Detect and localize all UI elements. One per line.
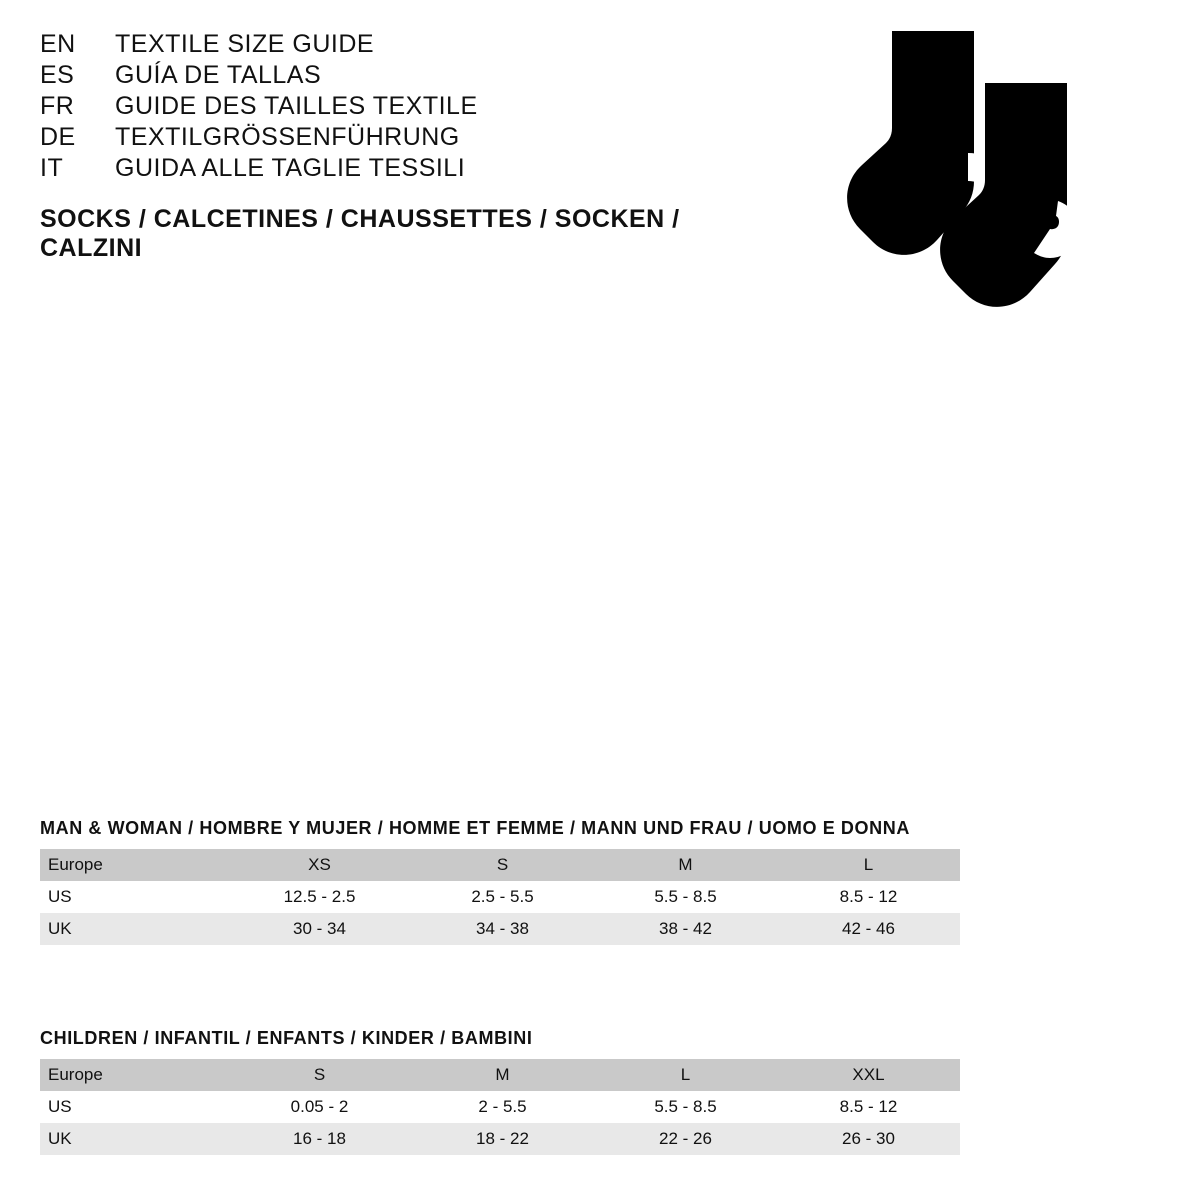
cell-value: 8.5 - 12 [777,1091,960,1123]
row-label: Europe [40,849,228,881]
cell-value: 5.5 - 8.5 [594,881,777,913]
table-row [40,1123,960,1155]
row-label: US [40,881,228,913]
language-title: GUÍA DE TALLAS [115,61,322,89]
language-code: EN [40,30,76,58]
language-row-fr [40,92,760,121]
row-label: UK [40,1123,228,1155]
language-title: GUIDA ALLE TAGLIE TESSILI [115,154,466,182]
cell-value: M [594,849,777,881]
product-name: SOCKS / CALCETINES / CHAUSSETTES / SOCKEN / CALZINI [40,205,680,262]
cell-value: 5.5 - 8.5 [594,1091,777,1123]
adults-caption: MAN & WOMAN / HOMBRE Y MUJER / HOMME ET FEMME / MANN UND FRAU / UOMO E DONNA [40,818,910,838]
cell-value: 16 - 18 [228,1123,411,1155]
table-row [40,849,960,881]
cell-value: 38 - 42 [594,913,777,945]
language-code: DE [40,123,76,151]
cell-value: 34 - 38 [411,913,594,945]
children-caption: CHILDREN / INFANTIL / ENFANTS / KINDER / BAMBINI [40,1028,533,1048]
table-row [40,1091,960,1123]
cell-value: 0.05 - 2 [228,1091,411,1123]
cell-value: 42 - 46 [777,913,960,945]
table-row [40,913,960,945]
language-title: TEXTILGRÖSSENFÜHRUNG [115,123,460,151]
adults-size-section [40,818,960,945]
cell-value: 18 - 22 [411,1123,594,1155]
table-row [40,881,960,913]
cell-value: 2 - 5.5 [411,1091,594,1123]
language-title: GUIDE DES TAILLES TEXTILE [115,92,478,120]
cell-value: 22 - 26 [594,1123,777,1155]
row-label: Europe [40,1059,228,1091]
cell-value: 26 - 30 [777,1123,960,1155]
language-title: TEXTILE SIZE GUIDE [115,30,375,58]
cell-value: L [777,849,960,881]
cell-value: S [228,1059,411,1091]
cell-value: XXL [777,1059,960,1091]
language-row-de [40,123,760,152]
adults-size-table [40,849,960,945]
row-label: UK [40,913,228,945]
language-row-es [40,61,760,90]
socks-icon [800,25,1140,365]
cell-value: 12.5 - 2.5 [228,881,411,913]
cell-value: L [594,1059,777,1091]
language-code: IT [40,154,64,182]
children-size-section [40,1028,960,1155]
cell-value: M [411,1059,594,1091]
cell-value: XS [228,849,411,881]
language-code: ES [40,61,75,89]
cell-value: 30 - 34 [228,913,411,945]
language-row-en [40,30,760,59]
language-row-it [40,154,760,183]
cell-value: S [411,849,594,881]
cell-value: 8.5 - 12 [777,881,960,913]
children-size-table [40,1059,960,1155]
cell-value: 2.5 - 5.5 [411,881,594,913]
language-code: FR [40,92,75,120]
table-row [40,1059,960,1091]
row-label: US [40,1091,228,1123]
header-block [40,30,760,263]
